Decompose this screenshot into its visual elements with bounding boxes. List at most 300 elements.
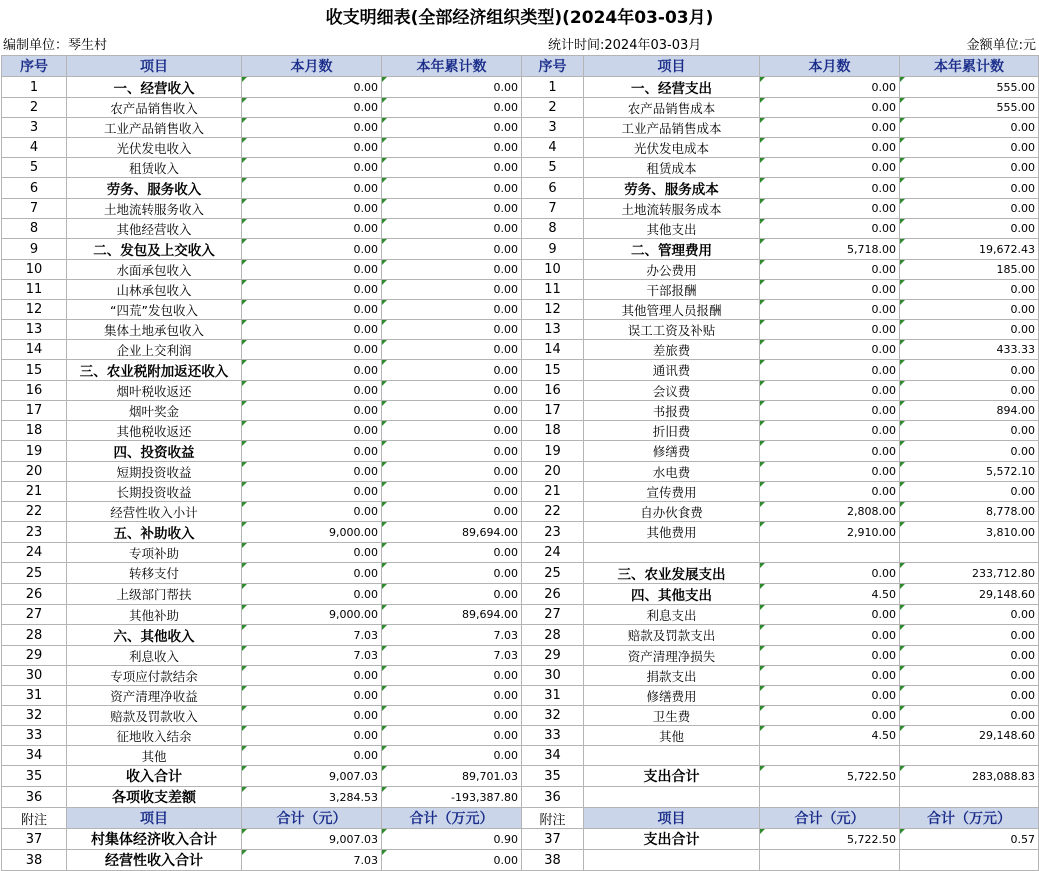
expense-month-value: 0.00 — [760, 686, 900, 706]
row-index-right: 12 — [522, 300, 584, 320]
row-index-right: 22 — [522, 502, 584, 522]
income-item: 资产清理净收益 — [67, 686, 242, 706]
expense-item: 工业产品销售成本 — [584, 118, 760, 138]
table-row — [2, 584, 1039, 605]
income-item: 二、发包及上交收入 — [67, 239, 242, 260]
expense-ytd-value: 29,148.60 — [900, 584, 1039, 605]
notes-yuan-right — [760, 850, 900, 871]
income-item: 收入合计 — [67, 766, 242, 787]
income-ytd-value: 0.00 — [382, 178, 522, 199]
table-row — [2, 219, 1039, 239]
row-index-right: 27 — [522, 605, 584, 625]
income-ytd-value: 0.00 — [382, 726, 522, 746]
income-ytd-value: 0.00 — [382, 199, 522, 219]
table-row — [2, 726, 1039, 746]
expense-ytd-value: 5,572.10 — [900, 462, 1039, 482]
table-row — [2, 360, 1039, 381]
income-ytd-value: 0.00 — [382, 98, 522, 118]
income-month-value: 0.00 — [242, 706, 382, 726]
expense-ytd-value: 555.00 — [900, 77, 1039, 98]
income-ytd-value: 89,701.03 — [382, 766, 522, 787]
expense-month-value: 4.50 — [760, 584, 900, 605]
expense-month-value: 0.00 — [760, 482, 900, 502]
row-index-left: 11 — [2, 280, 67, 300]
row-index-left: 22 — [2, 502, 67, 522]
expense-ytd-value: 29,148.60 — [900, 726, 1039, 746]
expense-ytd-value: 3,810.00 — [900, 522, 1039, 543]
income-ytd-value: 0.00 — [382, 746, 522, 766]
table-row — [2, 646, 1039, 666]
expense-ytd-value: 0.00 — [900, 300, 1039, 320]
income-item: 其他 — [67, 746, 242, 766]
expense-month-value — [760, 746, 900, 766]
row-index-right: 19 — [522, 441, 584, 462]
income-ytd-value: 0.00 — [382, 260, 522, 280]
row-index-left: 17 — [2, 401, 67, 421]
expense-ytd-value: 433.33 — [900, 340, 1039, 360]
table-row — [2, 178, 1039, 199]
expense-month-value: 0.00 — [760, 462, 900, 482]
income-item: 工业产品销售收入 — [67, 118, 242, 138]
table-row — [2, 787, 1039, 808]
income-ytd-value: 0.00 — [382, 421, 522, 441]
notes-yuan-left: 9,007.03 — [242, 829, 382, 850]
expense-month-value: 0.00 — [760, 360, 900, 381]
income-item: 烟叶税收返还 — [67, 381, 242, 401]
income-ytd-value: 0.00 — [382, 462, 522, 482]
expense-item: 自办伙食费 — [584, 502, 760, 522]
notes-item-header-left: 项目 — [67, 808, 242, 829]
income-item: 六、其他收入 — [67, 625, 242, 646]
expense-ytd-value: 0.00 — [900, 178, 1039, 199]
expense-item: 修缮费用 — [584, 686, 760, 706]
row-index-right: 4 — [522, 138, 584, 158]
row-index-left: 14 — [2, 340, 67, 360]
compiling-unit: 编制单位：琴生村 — [3, 38, 108, 53]
income-item: 土地流转服务收入 — [67, 199, 242, 219]
income-ytd-value: 0.00 — [382, 320, 522, 340]
income-item: 农产品销售收入 — [67, 98, 242, 118]
table-row — [2, 522, 1039, 543]
expense-month-value: 0.00 — [760, 340, 900, 360]
row-index-right: 6 — [522, 178, 584, 199]
expense-ytd-value: 0.00 — [900, 482, 1039, 502]
income-ytd-value: 0.00 — [382, 666, 522, 686]
income-ytd-value: 0.00 — [382, 118, 522, 138]
income-ytd-value: 0.00 — [382, 686, 522, 706]
expense-ytd-value: 283,088.83 — [900, 766, 1039, 787]
income-month-value: 0.00 — [242, 77, 382, 98]
expense-month-value: 0.00 — [760, 320, 900, 340]
notes-yuan-right: 5,722.50 — [760, 829, 900, 850]
notes-wan-right: 0.57 — [900, 829, 1039, 850]
expense-item: 劳务、服务成本 — [584, 178, 760, 199]
income-ytd-value: 7.03 — [382, 625, 522, 646]
income-ytd-value: 0.00 — [382, 706, 522, 726]
expense-ytd-value: 0.00 — [900, 421, 1039, 441]
row-index-right: 2 — [522, 98, 584, 118]
table-row — [2, 158, 1039, 178]
income-item: “四荒”发包收入 — [67, 300, 242, 320]
notes-item-left: 经营性收入合计 — [67, 850, 242, 871]
expense-month-value: 0.00 — [760, 625, 900, 646]
notes-index-right: 37 — [522, 829, 584, 850]
expense-month-value: 0.00 — [760, 706, 900, 726]
expense-ytd-value: 0.00 — [900, 280, 1039, 300]
notes-index-right: 38 — [522, 850, 584, 871]
income-ytd-value: 0.00 — [382, 219, 522, 239]
row-index-right: 32 — [522, 706, 584, 726]
row-index-right: 21 — [522, 482, 584, 502]
income-item: 一、经营收入 — [67, 77, 242, 98]
row-index-right: 14 — [522, 340, 584, 360]
income-item: 专项补助 — [67, 543, 242, 563]
income-month-value: 0.00 — [242, 260, 382, 280]
expense-month-value: 5,718.00 — [760, 239, 900, 260]
expense-ytd-value: 185.00 — [900, 260, 1039, 280]
income-item: 利息收入 — [67, 646, 242, 666]
header-month-right: 本月数 — [760, 56, 900, 77]
row-index-left: 25 — [2, 563, 67, 584]
expense-item: 干部报酬 — [584, 280, 760, 300]
notes-item-right — [584, 850, 760, 871]
expense-ytd-value: 0.00 — [900, 199, 1039, 219]
expense-ytd-value: 233,712.80 — [900, 563, 1039, 584]
expense-ytd-value: 0.00 — [900, 706, 1039, 726]
report-meta — [0, 37, 1039, 55]
table-header-row — [2, 56, 1039, 77]
expense-month-value: 4.50 — [760, 726, 900, 746]
expense-item: 三、农业发展支出 — [584, 563, 760, 584]
expense-item: 支出合计 — [584, 766, 760, 787]
expense-item: 修缮费 — [584, 441, 760, 462]
expense-ytd-value: 0.00 — [900, 441, 1039, 462]
row-index-right: 1 — [522, 77, 584, 98]
row-index-left: 16 — [2, 381, 67, 401]
expense-ytd-value: 19,672.43 — [900, 239, 1039, 260]
expense-item: 赔款及罚款支出 — [584, 625, 760, 646]
expense-item: 水电费 — [584, 462, 760, 482]
income-item: 转移支付 — [67, 563, 242, 584]
income-month-value: 0.00 — [242, 746, 382, 766]
expense-item: 书报费 — [584, 401, 760, 421]
notes-row — [2, 850, 1039, 871]
expense-item: 其他 — [584, 726, 760, 746]
row-index-right: 5 — [522, 158, 584, 178]
expense-item: 四、其他支出 — [584, 584, 760, 605]
row-index-right: 35 — [522, 766, 584, 787]
table-row — [2, 625, 1039, 646]
table-body — [2, 77, 1039, 871]
expense-ytd-value: 0.00 — [900, 320, 1039, 340]
expense-item: 资产清理净损失 — [584, 646, 760, 666]
row-index-right: 26 — [522, 584, 584, 605]
row-index-right: 15 — [522, 360, 584, 381]
income-month-value: 0.00 — [242, 320, 382, 340]
income-item: 长期投资收益 — [67, 482, 242, 502]
expense-month-value: 0.00 — [760, 199, 900, 219]
table-row — [2, 462, 1039, 482]
income-month-value: 0.00 — [242, 340, 382, 360]
expense-month-value: 5,722.50 — [760, 766, 900, 787]
income-ytd-value: 0.00 — [382, 300, 522, 320]
income-expense-table — [1, 55, 1039, 871]
row-index-left: 21 — [2, 482, 67, 502]
expense-month-value: 0.00 — [760, 646, 900, 666]
income-month-value: 0.00 — [242, 563, 382, 584]
income-month-value: 0.00 — [242, 543, 382, 563]
income-month-value: 0.00 — [242, 441, 382, 462]
row-index-left: 19 — [2, 441, 67, 462]
table-row — [2, 502, 1039, 522]
expense-item: 利息支出 — [584, 605, 760, 625]
row-index-left: 26 — [2, 584, 67, 605]
report-title: 收支明细表(全部经济组织类型)(2024年03-03月) — [325, 8, 714, 28]
table-row — [2, 320, 1039, 340]
expense-ytd-value: 0.00 — [900, 360, 1039, 381]
table-row — [2, 605, 1039, 625]
income-ytd-value: 0.00 — [382, 502, 522, 522]
table-row — [2, 98, 1039, 118]
income-ytd-value: 89,694.00 — [382, 605, 522, 625]
table-row — [2, 686, 1039, 706]
table-row — [2, 666, 1039, 686]
expense-item: 一、经营支出 — [584, 77, 760, 98]
income-ytd-value: 0.00 — [382, 482, 522, 502]
row-index-right: 29 — [522, 646, 584, 666]
income-month-value: 0.00 — [242, 178, 382, 199]
notes-wan-left: 0.00 — [382, 850, 522, 871]
notes-item-header-right: 项目 — [584, 808, 760, 829]
notes-label-right: 附注 — [522, 808, 584, 829]
expense-ytd-value: 0.00 — [900, 646, 1039, 666]
income-month-value: 0.00 — [242, 360, 382, 381]
row-index-left: 28 — [2, 625, 67, 646]
expense-month-value: 0.00 — [760, 441, 900, 462]
expense-month-value: 0.00 — [760, 77, 900, 98]
row-index-right: 33 — [522, 726, 584, 746]
row-index-right: 17 — [522, 401, 584, 421]
expense-month-value: 2,910.00 — [760, 522, 900, 543]
expense-item: 会议费 — [584, 381, 760, 401]
notes-row — [2, 829, 1039, 850]
row-index-right: 34 — [522, 746, 584, 766]
income-ytd-value: 89,694.00 — [382, 522, 522, 543]
income-month-value: 3,284.53 — [242, 787, 382, 808]
income-item: 征地收入结余 — [67, 726, 242, 746]
row-index-right: 25 — [522, 563, 584, 584]
row-index-left: 6 — [2, 178, 67, 199]
table-row — [2, 340, 1039, 360]
notes-yuan-left: 7.03 — [242, 850, 382, 871]
table-row — [2, 199, 1039, 219]
income-item: 各项收支差额 — [67, 787, 242, 808]
expense-ytd-value: 0.00 — [900, 219, 1039, 239]
income-ytd-value: 0.00 — [382, 543, 522, 563]
row-index-left: 7 — [2, 199, 67, 219]
income-ytd-value: 0.00 — [382, 441, 522, 462]
income-month-value: 0.00 — [242, 482, 382, 502]
row-index-right: 8 — [522, 219, 584, 239]
row-index-left: 2 — [2, 98, 67, 118]
income-item: 五、补助收入 — [67, 522, 242, 543]
row-index-right: 11 — [522, 280, 584, 300]
income-item: 光伏发电收入 — [67, 138, 242, 158]
notes-yuan-header-left: 合计（元） — [242, 808, 382, 829]
expense-ytd-value: 0.00 — [900, 138, 1039, 158]
table-row — [2, 280, 1039, 300]
row-index-left: 34 — [2, 746, 67, 766]
notes-header-row — [2, 808, 1039, 829]
income-ytd-value: 0.00 — [382, 563, 522, 584]
expense-ytd-value: 0.00 — [900, 605, 1039, 625]
income-month-value: 0.00 — [242, 118, 382, 138]
row-index-left: 10 — [2, 260, 67, 280]
income-month-value: 0.00 — [242, 381, 382, 401]
table-row — [2, 543, 1039, 563]
row-index-left: 32 — [2, 706, 67, 726]
row-index-right: 13 — [522, 320, 584, 340]
row-index-right: 16 — [522, 381, 584, 401]
header-seq-right: 序号 — [522, 56, 584, 77]
row-index-left: 29 — [2, 646, 67, 666]
notes-yuan-header-right: 合计（元） — [760, 808, 900, 829]
income-month-value: 0.00 — [242, 239, 382, 260]
expense-month-value: 0.00 — [760, 300, 900, 320]
expense-item — [584, 746, 760, 766]
table-row — [2, 746, 1039, 766]
expense-month-value: 2,808.00 — [760, 502, 900, 522]
row-index-right: 10 — [522, 260, 584, 280]
expense-ytd-value: 0.00 — [900, 118, 1039, 138]
row-index-left: 18 — [2, 421, 67, 441]
expense-item: 捐款支出 — [584, 666, 760, 686]
expense-month-value: 0.00 — [760, 401, 900, 421]
expense-item: 其他管理人员报酬 — [584, 300, 760, 320]
expense-ytd-value: 8,778.00 — [900, 502, 1039, 522]
row-index-left: 24 — [2, 543, 67, 563]
income-ytd-value: 0.00 — [382, 360, 522, 381]
notes-item-left: 村集体经济收入合计 — [67, 829, 242, 850]
row-index-left: 4 — [2, 138, 67, 158]
row-index-left: 31 — [2, 686, 67, 706]
expense-ytd-value: 0.00 — [900, 625, 1039, 646]
notes-index-left: 37 — [2, 829, 67, 850]
expense-month-value: 0.00 — [760, 260, 900, 280]
income-item: 企业上交利润 — [67, 340, 242, 360]
row-index-right: 24 — [522, 543, 584, 563]
expense-item — [584, 787, 760, 808]
expense-item: 二、管理费用 — [584, 239, 760, 260]
income-item: 烟叶奖金 — [67, 401, 242, 421]
row-index-right: 3 — [522, 118, 584, 138]
notes-wan-right — [900, 850, 1039, 871]
income-ytd-value: 0.00 — [382, 584, 522, 605]
expense-month-value: 0.00 — [760, 563, 900, 584]
table-row — [2, 766, 1039, 787]
row-index-right: 20 — [522, 462, 584, 482]
row-index-left: 8 — [2, 219, 67, 239]
income-item: 水面承包收入 — [67, 260, 242, 280]
table-row — [2, 482, 1039, 502]
header-ytd-left: 本年累计数 — [382, 56, 522, 77]
expense-month-value: 0.00 — [760, 158, 900, 178]
table-row — [2, 563, 1039, 584]
income-month-value: 0.00 — [242, 158, 382, 178]
income-month-value: 0.00 — [242, 219, 382, 239]
header-item-right: 项目 — [584, 56, 760, 77]
expense-month-value: 0.00 — [760, 381, 900, 401]
expense-month-value: 0.00 — [760, 666, 900, 686]
notes-label-left: 附注 — [2, 808, 67, 829]
income-month-value: 0.00 — [242, 726, 382, 746]
table-row — [2, 401, 1039, 421]
expense-month-value — [760, 543, 900, 563]
expense-item: 办公费用 — [584, 260, 760, 280]
expense-item: 土地流转服务成本 — [584, 199, 760, 219]
expense-month-value: 0.00 — [760, 219, 900, 239]
expense-ytd-value — [900, 543, 1039, 563]
row-index-right: 31 — [522, 686, 584, 706]
income-item: 经营性收入小计 — [67, 502, 242, 522]
expense-month-value: 0.00 — [760, 178, 900, 199]
row-index-left: 15 — [2, 360, 67, 381]
income-month-value: 0.00 — [242, 502, 382, 522]
statistics-period: 统计时间:2024年03-03月 — [548, 38, 702, 53]
expense-ytd-value: 0.00 — [900, 158, 1039, 178]
row-index-right: 7 — [522, 199, 584, 219]
income-item: 租赁收入 — [67, 158, 242, 178]
expense-item: 误工工资及补贴 — [584, 320, 760, 340]
notes-item-right: 支出合计 — [584, 829, 760, 850]
currency-unit: 金额单位:元 — [966, 38, 1036, 53]
income-month-value: 0.00 — [242, 686, 382, 706]
table-row — [2, 381, 1039, 401]
income-month-value: 9,007.03 — [242, 766, 382, 787]
income-item: 专项应付款结余 — [67, 666, 242, 686]
income-item: 短期投资收益 — [67, 462, 242, 482]
income-month-value: 0.00 — [242, 462, 382, 482]
income-month-value: 0.00 — [242, 584, 382, 605]
table-row — [2, 77, 1039, 98]
income-month-value: 0.00 — [242, 98, 382, 118]
table-row — [2, 138, 1039, 158]
row-index-left: 33 — [2, 726, 67, 746]
row-index-right: 36 — [522, 787, 584, 808]
row-index-left: 12 — [2, 300, 67, 320]
expense-item: 差旅费 — [584, 340, 760, 360]
expense-item: 其他费用 — [584, 522, 760, 543]
expense-ytd-value: 894.00 — [900, 401, 1039, 421]
income-item: 其他经营收入 — [67, 219, 242, 239]
expense-ytd-value: 0.00 — [900, 666, 1039, 686]
row-index-left: 30 — [2, 666, 67, 686]
row-index-right: 18 — [522, 421, 584, 441]
income-ytd-value: 7.03 — [382, 646, 522, 666]
income-item: 四、投资收益 — [67, 441, 242, 462]
income-month-value: 0.00 — [242, 280, 382, 300]
row-index-left: 9 — [2, 239, 67, 260]
expense-ytd-value: 555.00 — [900, 98, 1039, 118]
expense-item: 农产品销售成本 — [584, 98, 760, 118]
row-index-right: 28 — [522, 625, 584, 646]
header-month-left: 本月数 — [242, 56, 382, 77]
expense-month-value: 0.00 — [760, 605, 900, 625]
expense-item: 其他支出 — [584, 219, 760, 239]
income-ytd-value: 0.00 — [382, 239, 522, 260]
expense-month-value: 0.00 — [760, 280, 900, 300]
row-index-left: 27 — [2, 605, 67, 625]
